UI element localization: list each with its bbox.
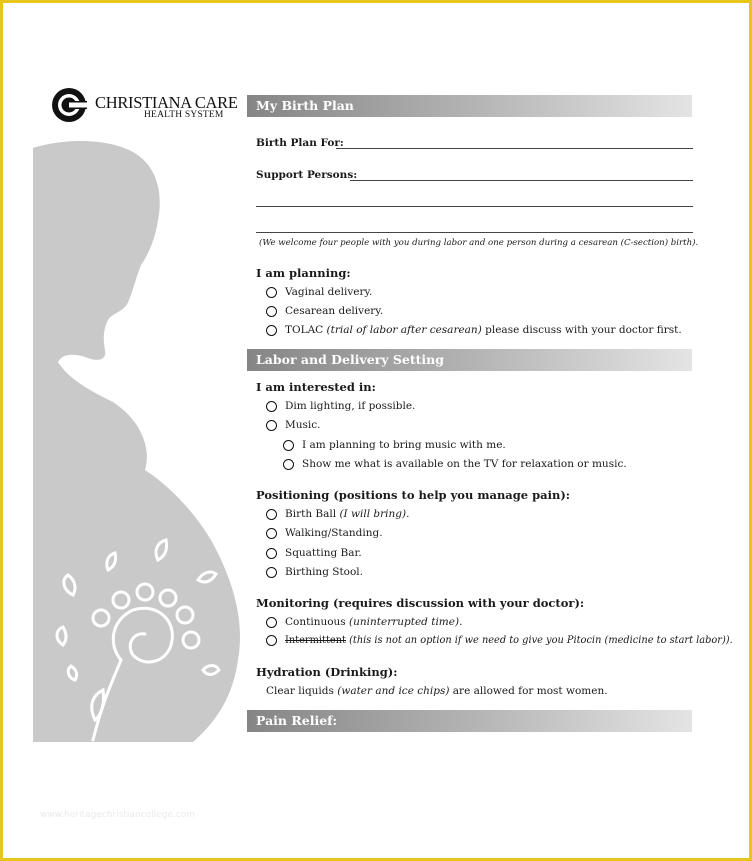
checkbox-circle-icon[interactable] <box>266 635 277 646</box>
option-intermittent[interactable] <box>266 635 733 646</box>
hydration-text-a: Clear liquids <box>266 685 338 697</box>
option-label: Continuous <box>285 616 350 628</box>
option-label-italic: (this is not an option if we need to give you Pitocin (medicine to start labor)). <box>345 635 733 646</box>
option-walking[interactable] <box>266 527 383 539</box>
option-vaginal[interactable] <box>266 286 372 298</box>
checkbox-circle-icon[interactable] <box>266 420 277 431</box>
option-label: Intermittent <box>285 635 346 646</box>
section-header-labor-setting: Labor and Delivery Setting <box>247 349 692 371</box>
support-persons-line[interactable] <box>350 180 693 181</box>
hydration-text <box>266 685 608 697</box>
checkbox-circle-icon[interactable] <box>266 617 277 628</box>
option-label: Squatting Bar. <box>285 547 362 559</box>
checkbox-circle-icon[interactable] <box>266 548 277 559</box>
option-squatting-bar[interactable] <box>266 547 362 559</box>
option-dim-lighting[interactable] <box>266 400 415 412</box>
positioning-heading: Positioning (positions to help you manage pain): <box>256 488 571 502</box>
support-persons-line-2[interactable] <box>256 206 693 207</box>
support-note: (We welcome four people with you during labor and one person during a cesarean (C-section) birth). <box>259 238 699 248</box>
support-persons-label: Support Persons: <box>256 169 358 181</box>
birth-plan-for-line[interactable] <box>336 148 693 149</box>
option-music[interactable] <box>266 419 320 431</box>
option-label: Show me what is available on the TV for relaxation or music. <box>302 458 627 470</box>
checkbox-circle-icon[interactable] <box>266 528 277 539</box>
checkbox-circle-icon[interactable] <box>266 509 277 520</box>
option-label: Music. <box>285 419 321 431</box>
logo-c-icon <box>51 87 87 123</box>
option-label: Dim lighting, if possible. <box>285 400 416 412</box>
option-cesarean[interactable] <box>266 305 383 317</box>
option-label: please discuss with your doctor first. <box>481 324 682 336</box>
option-label: Birth Ball <box>285 508 340 520</box>
option-label-italic: (I will bring). <box>339 508 410 520</box>
support-persons-line-3[interactable] <box>256 232 693 233</box>
section-header-pain-relief: Pain Relief: <box>247 710 692 732</box>
checkbox-circle-icon[interactable] <box>283 459 294 470</box>
option-label: I am planning to bring music with me. <box>302 439 506 451</box>
planning-heading: I am planning: <box>256 266 351 280</box>
checkbox-circle-icon[interactable] <box>266 401 277 412</box>
monitoring-heading: Monitoring (requires discussion with your doctor): <box>256 596 585 610</box>
option-label: Cesarean delivery. <box>285 305 384 317</box>
checkbox-circle-icon[interactable] <box>266 306 277 317</box>
hydration-text-c: are allowed for most women. <box>449 685 608 697</box>
option-label: Walking/Standing. <box>285 527 383 539</box>
option-continuous[interactable] <box>266 616 462 628</box>
option-label-italic: (trial of labor after cesarean) <box>326 324 482 336</box>
option-show-tv[interactable] <box>283 458 627 470</box>
option-tolac[interactable] <box>266 324 682 336</box>
checkbox-circle-icon[interactable] <box>266 325 277 336</box>
pregnant-woman-silhouette <box>33 140 243 742</box>
hydration-text-italic: (water and ice chips) <box>337 685 450 697</box>
checkbox-circle-icon[interactable] <box>266 287 277 298</box>
logo-subtitle: HEALTH SYSTEM <box>144 110 224 120</box>
watermark: www.heritagechristiancollege.com <box>40 810 195 820</box>
option-bring-music[interactable] <box>283 439 506 451</box>
section-header-my-birth-plan: My Birth Plan <box>247 95 692 117</box>
hydration-heading: Hydration (Drinking): <box>256 665 398 679</box>
option-label: TOLAC <box>285 324 327 336</box>
checkbox-circle-icon[interactable] <box>266 567 277 578</box>
option-label: Vaginal delivery. <box>285 286 373 298</box>
option-birth-ball[interactable] <box>266 508 409 520</box>
option-label: Birthing Stool. <box>285 566 364 578</box>
option-label-italic: (uninterrupted time). <box>349 616 463 628</box>
checkbox-circle-icon[interactable] <box>283 440 294 451</box>
option-birthing-stool[interactable] <box>266 566 363 578</box>
logo-name: CHRISTIANA CARE <box>95 93 238 112</box>
christiana-care-logo <box>51 87 238 127</box>
interested-heading: I am interested in: <box>256 380 376 394</box>
birth-plan-for-label: Birth Plan For: <box>256 137 344 149</box>
